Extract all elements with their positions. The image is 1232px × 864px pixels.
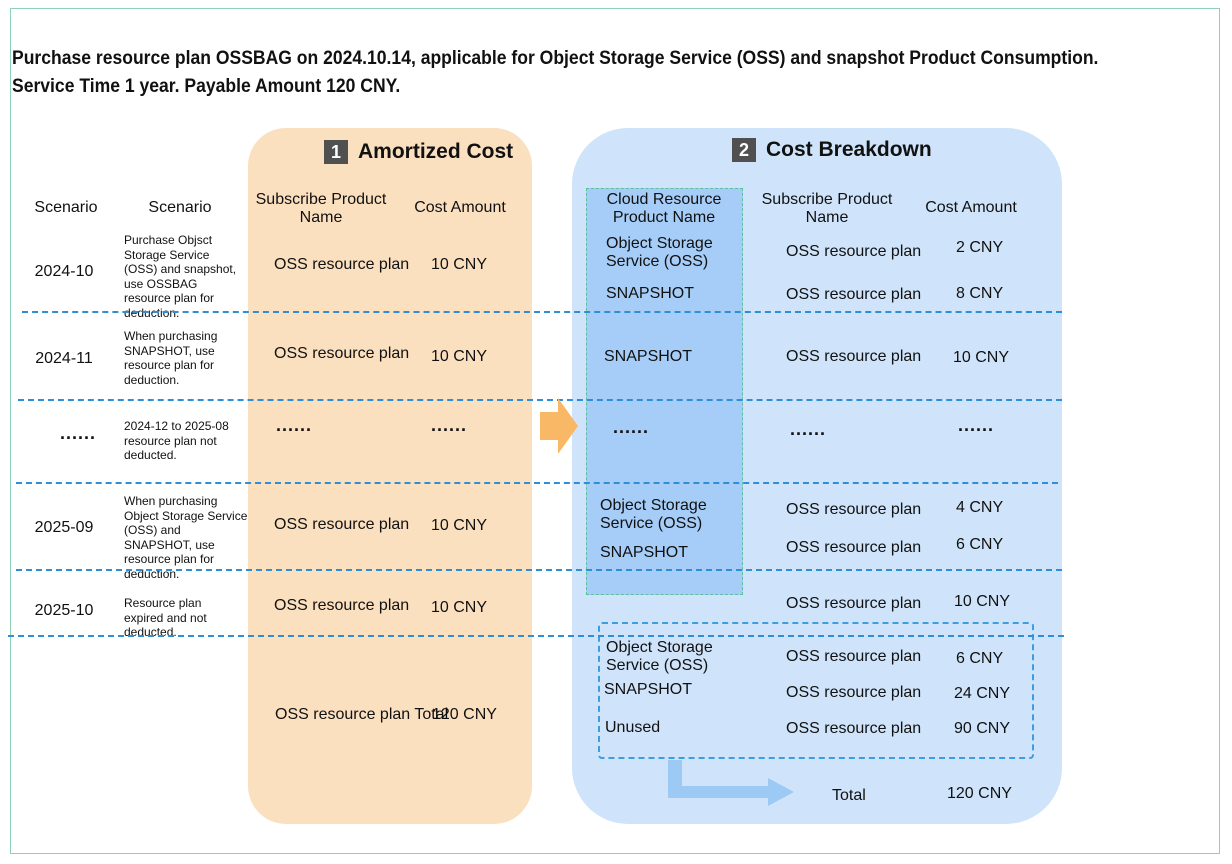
amortized-amount-header: Cost Amount — [414, 199, 506, 216]
row-2-amount: 10 CNY — [431, 348, 488, 365]
row-5-period: 2025-10 — [34, 602, 94, 619]
breakdown-row-1-product: OSS resource plan — [786, 243, 922, 260]
amortized-cost-title: Amortized Cost — [358, 140, 514, 163]
row-5-description: Resource plan expired and not deducted. — [124, 596, 207, 639]
breakdown-row-4-cloud: ...... — [613, 417, 650, 437]
breakdown-amount-header: Cost Amount — [925, 199, 1017, 216]
title-line-1: Purchase resource plan OSSBAG on 2024.10.14, applicable for Object Storage Service (OSS) and snapshot Product Consumption. — [12, 47, 1099, 69]
row-5-amount: 10 CNY — [431, 599, 488, 616]
breakdown-row-3-product: OSS resource plan — [786, 348, 922, 365]
row-3-description: 2024-12 to 2025-08 resource plan not deducted. — [124, 419, 229, 462]
cloud-product-header: Cloud Resource Product Name — [606, 191, 722, 226]
summary-row-2-amount: 24 CNY — [954, 685, 1011, 702]
breakdown-row-6-amount: 6 CNY — [956, 536, 1004, 553]
row-4-amount: 10 CNY — [431, 517, 488, 534]
summary-row-1-cloud: Object Storage Service (OSS) — [606, 639, 713, 674]
amortized-total-value: 120 CNY — [432, 706, 497, 723]
step-1-badge: 1 — [324, 140, 348, 164]
row-1-product: OSS resource plan — [274, 256, 410, 273]
summary-row-3-amount: 90 CNY — [954, 720, 1011, 737]
breakdown-row-1-cloud: Object Storage Service (OSS) — [606, 235, 713, 270]
summary-row-3-product: OSS resource plan — [786, 720, 922, 737]
row-2-description: When purchasing SNAPSHOT, use resource plan for deduction. — [124, 329, 218, 387]
breakdown-row-3-amount: 10 CNY — [953, 349, 1010, 366]
scenario-period-header: Scenario — [34, 199, 98, 216]
row-4-product: OSS resource plan — [274, 516, 410, 533]
row-5-product: OSS resource plan — [274, 597, 410, 614]
breakdown-row-2-cloud: SNAPSHOT — [606, 285, 695, 302]
cost-breakdown-title: Cost Breakdown — [766, 138, 932, 161]
breakdown-row-2-amount: 8 CNY — [956, 285, 1004, 302]
summary-row-3-cloud: Unused — [605, 719, 661, 736]
amortized-product-header: Subscribe Product Name — [255, 191, 387, 226]
breakdown-row-5-product: OSS resource plan — [786, 501, 922, 518]
breakdown-total-label: Total — [832, 787, 866, 804]
breakdown-row-7-amount: 10 CNY — [954, 593, 1011, 610]
total-arrow — [668, 760, 794, 806]
row-1-period: 2024-10 — [34, 263, 94, 280]
row-4-description: When purchasing Object Storage Service (OSS) and SNAPSHOT, use resource plan for deduction. — [124, 494, 248, 581]
breakdown-row-1-amount: 2 CNY — [956, 239, 1004, 256]
breakdown-row-4-product: ...... — [790, 419, 827, 439]
row-2-period: 2024-11 — [35, 350, 93, 367]
amortized-total-label: OSS resource plan Total — [275, 706, 449, 723]
row-4-period: 2025-09 — [34, 519, 94, 536]
row-2-product: OSS resource plan — [274, 345, 410, 362]
breakdown-total-value: 120 CNY — [947, 785, 1012, 802]
breakdown-row-6-cloud: SNAPSHOT — [600, 544, 689, 561]
breakdown-row-3-cloud: SNAPSHOT — [604, 348, 693, 365]
transition-arrow — [540, 398, 578, 454]
breakdown-product-header: Subscribe Product Name — [761, 191, 893, 226]
row-3-amount: ...... — [431, 415, 468, 435]
breakdown-row-5-amount: 4 CNY — [956, 499, 1004, 516]
summary-row-1-amount: 6 CNY — [956, 650, 1004, 667]
breakdown-row-6-product: OSS resource plan — [786, 539, 922, 556]
row-3-product: ...... — [276, 415, 313, 435]
title-line-2: Service Time 1 year. Payable Amount 120 CNY. — [12, 75, 401, 97]
summary-row-2-cloud: SNAPSHOT — [604, 681, 693, 698]
summary-row-1-product: OSS resource plan — [786, 648, 922, 665]
row-1-amount: 10 CNY — [431, 256, 488, 273]
summary-row-2-product: OSS resource plan — [786, 684, 922, 701]
breakdown-row-5-cloud: Object Storage Service (OSS) — [600, 497, 707, 532]
breakdown-row-2-product: OSS resource plan — [786, 286, 922, 303]
breakdown-row-7-product: OSS resource plan — [786, 595, 922, 612]
row-1-description: Purchase Objsct Storage Service (OSS) and snapshot, use OSSBAG resource plan for deduction. — [124, 233, 237, 320]
row-3-period: ...... — [59, 423, 97, 443]
breakdown-row-4-amount: ...... — [958, 415, 995, 435]
scenario-description-header: Scenario — [148, 199, 212, 216]
step-2-badge: 2 — [732, 138, 756, 162]
